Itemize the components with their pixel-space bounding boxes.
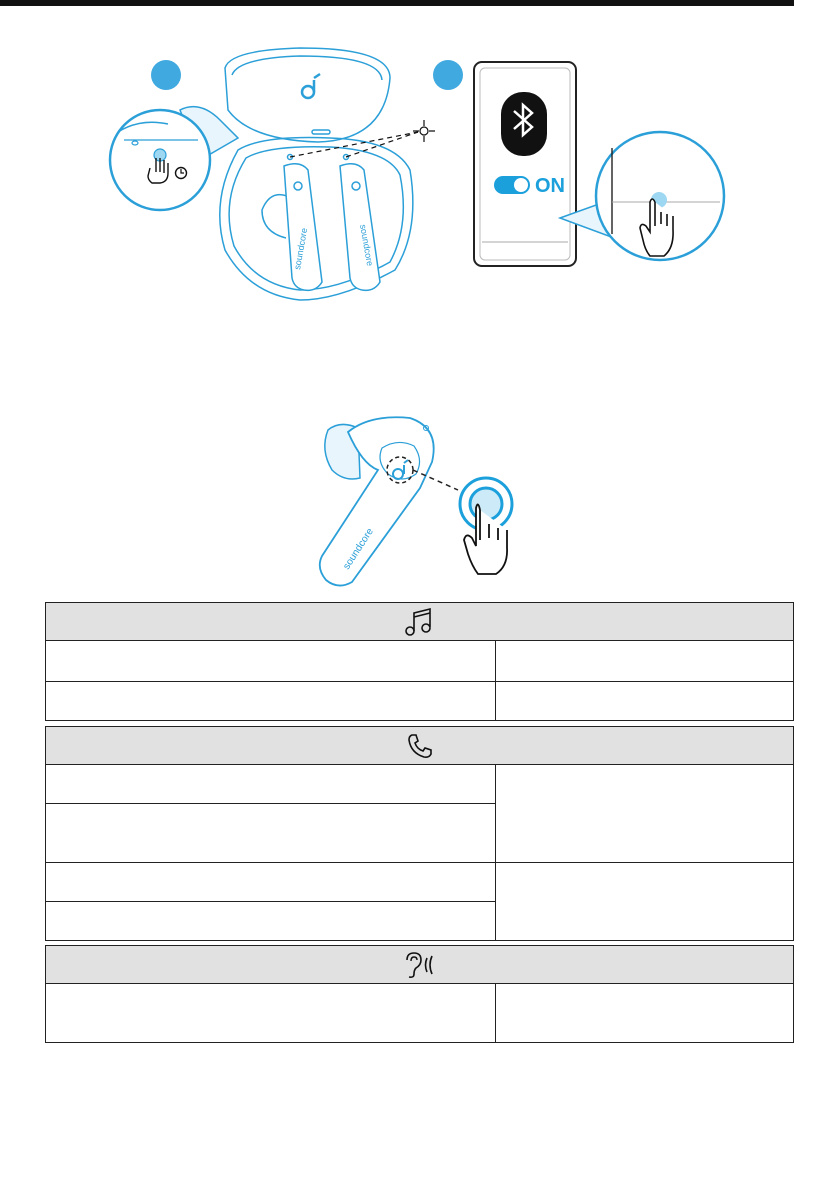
music-section-header <box>46 603 793 641</box>
phone-tap-callout-icon <box>560 132 724 260</box>
gesture-cell <box>496 682 793 721</box>
gesture-cell <box>496 984 793 1043</box>
action-cell <box>46 902 495 940</box>
action-cell <box>46 863 495 902</box>
table-row <box>46 984 793 1043</box>
action-cell <box>46 984 496 1043</box>
action-cell <box>46 765 495 804</box>
gesture-cell <box>496 641 793 681</box>
action-cell <box>46 641 496 681</box>
gesture-cell <box>496 863 793 941</box>
call-row-group <box>46 765 793 863</box>
table-row <box>46 682 793 721</box>
music-controls-table <box>45 602 794 721</box>
bluetooth-on-label: ON <box>535 175 565 197</box>
music-note-icon <box>403 607 437 637</box>
charging-case-lid-icon <box>225 48 390 142</box>
ambient-controls-table <box>45 945 794 1043</box>
press-hold-callout-icon <box>110 107 238 210</box>
action-cell <box>46 804 495 862</box>
left-earbud-in-case-icon <box>284 164 322 291</box>
right-bud-brand-text: soundcore <box>358 223 376 267</box>
call-row-group <box>46 863 793 941</box>
step-2-badge <box>433 60 463 90</box>
smartphone-icon <box>474 62 576 266</box>
table-row <box>46 641 793 682</box>
ambient-section-header <box>46 946 793 984</box>
call-controls-table <box>45 726 794 941</box>
step-1-badge <box>151 60 181 90</box>
ambient-sound-icon <box>399 950 441 980</box>
earbud-brand-text: soundcore <box>341 526 376 572</box>
action-cell <box>46 682 496 721</box>
phone-icon <box>405 731 435 761</box>
case-logo-icon <box>302 74 320 98</box>
call-section-header <box>46 727 793 765</box>
left-bud-brand-text: soundcore <box>292 227 310 271</box>
gesture-cell <box>496 765 793 862</box>
